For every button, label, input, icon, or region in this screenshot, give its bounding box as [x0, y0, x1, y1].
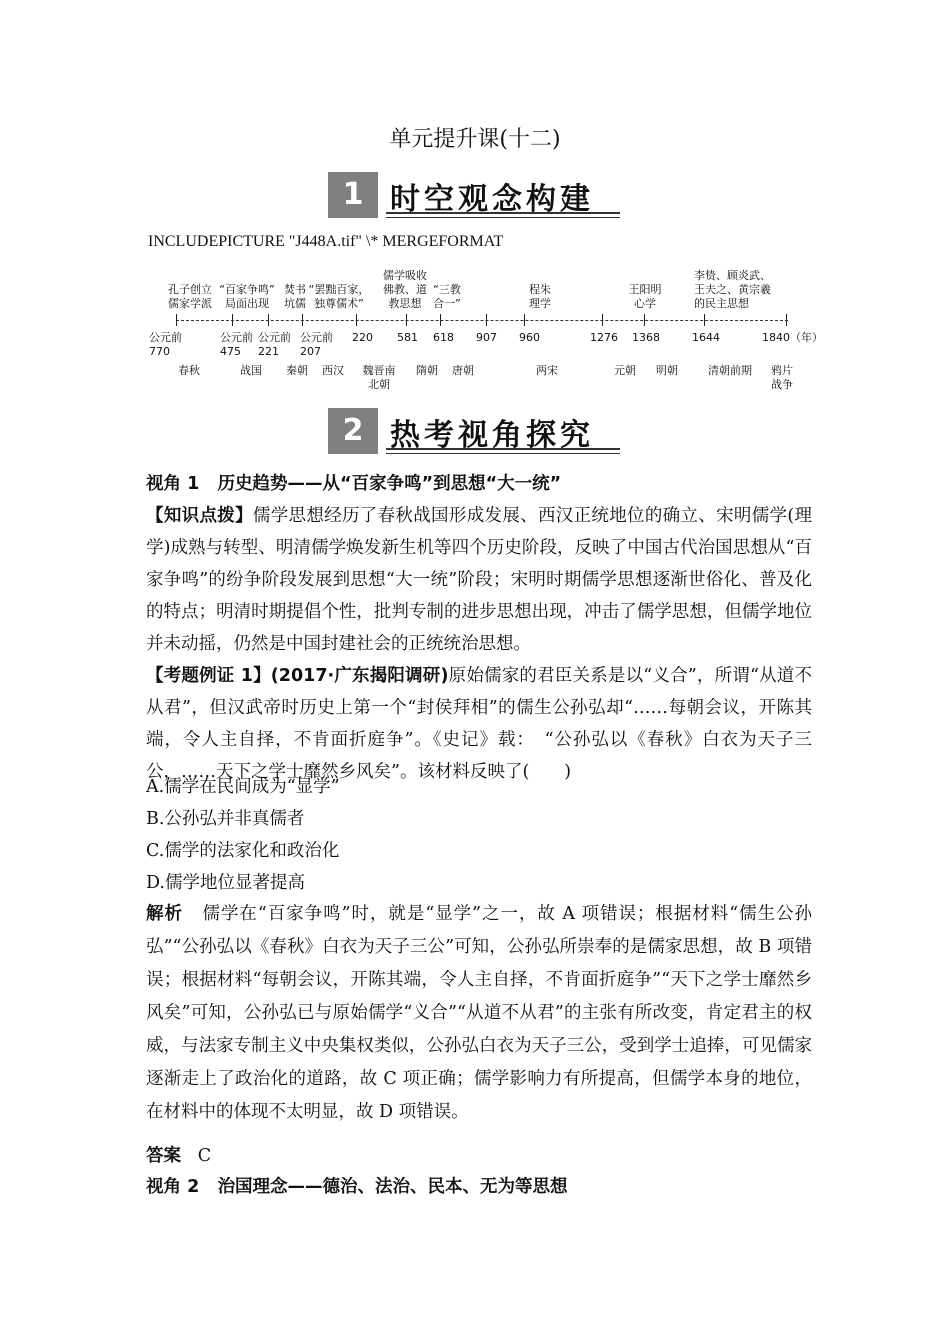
timeline-event: “百家争鸣” 局面出现 [219, 283, 275, 310]
timeline-dynasty: 明朝 [656, 364, 678, 377]
timeline-dynasty: 清朝前期 [708, 364, 752, 377]
option-b: B.公孙弘并非真儒者 [146, 809, 305, 829]
section-number: 1 [328, 172, 378, 218]
timeline-year: 公元前 207 [300, 331, 333, 358]
option-c: C.儒学的法家化和政治化 [146, 841, 340, 861]
timeline-dynasty: 战国 [240, 364, 262, 377]
example-source: (2017·广东揭阳调研) [270, 666, 449, 686]
timeline-dynasty: 鸦片 战争 [771, 364, 793, 391]
analysis-text: 儒学在“百家争鸣”时，就是“显学”之一，故 A 项错误；根据材料“儒生公孙弘”“公孙弘以《春秋》白衣为天子三公”可知，公孙弘所崇奉的是儒家思想，故 B 项错误；根据材料“每朝会议，开陈其端，令人主自择，不肯面折庭争”“天下之学士靡然乡风矣”可知，公孙弘已与原始儒学“义合”“从道不从君”的主张有所改变，肯定君主的权威，与法家专制主义中央集权类似，公孙弘白衣为天子三公，受到学士追捧，可见儒家逐渐走上了政治化的道路，故 C 项正确；儒学影响力有所提高，但儒学本身的地位，在材料中的体现不太明显，故 D 项错误。 [146, 904, 812, 1122]
timeline-year: 1644 [692, 331, 720, 344]
include-picture-field: INCLUDEPICTURE "J448A.tif" \* MERGEFORMAT [148, 233, 504, 250]
timeline-event: 王阳明 心学 [628, 283, 662, 310]
section-title: 时空观念构建 [390, 182, 594, 217]
timeline-dynasty: 元朝 [614, 364, 636, 377]
section-banner-1 [328, 172, 620, 220]
angle-2-heading [146, 1173, 568, 1198]
answer-label: 答案 [146, 1146, 181, 1166]
page-title: 单元提升课(十二) [389, 127, 561, 152]
timeline-year: 公元前 475 [220, 331, 253, 358]
timeline-dynasty: 西汉 [322, 364, 344, 377]
option-d: D.儒学地位显著提高 [146, 873, 305, 893]
timeline-year: 581 [397, 331, 418, 344]
timeline-dynasty: 魏晋南 北朝 [362, 364, 396, 391]
timeline-year: 1276 [590, 331, 618, 344]
timeline-event: 程朱 理学 [529, 283, 551, 310]
timeline-event: 儒学吸收 佛教、道 教思想 [383, 269, 427, 310]
angle-title: 历史趋势——从“百家争鸣”到思想“大一统” [217, 474, 562, 494]
timeline-dynasty: 隋朝 [416, 364, 438, 377]
timeline-year: 907 [476, 331, 497, 344]
angle-label: 视角 2 [146, 1177, 200, 1197]
answer-line [146, 1142, 211, 1167]
timeline-year: 公元前 221 [258, 331, 291, 358]
analysis-label: 解析 [146, 904, 183, 924]
analysis-paragraph [146, 898, 812, 1129]
knowledge-text: 儒学思想经历了春秋战国形成发展、西汉正统地位的确立、宋明儒学(理学)成熟与转型、明清儒学焕发新生机等四个历史阶段，反映了中国古代治国思想从“百家争鸣”的纷争阶段发展到思想“大一统”阶段；宋明时期儒学思想逐渐世俗化、普及化的特点；明清时期提倡个性，批判专制的进步思想出现，冲击了儒学思想，但儒学地位并未动摇，仍然是中国封建社会的正统统治思想。 [146, 506, 813, 654]
timeline-dynasty: 春秋 [178, 364, 200, 377]
example-paragraph [146, 660, 812, 788]
timeline-year: 1840（年） [762, 331, 823, 344]
section-banner-2 [328, 408, 620, 456]
section-number: 2 [328, 408, 378, 454]
timeline-year: 公元前 770 [149, 331, 182, 358]
angle-title: 治国理念——德治、法治、民本、无为等思想 [217, 1177, 568, 1197]
timeline-year: 960 [519, 331, 540, 344]
answer-value: C [197, 1146, 212, 1166]
timeline-dynasty: 唐朝 [452, 364, 474, 377]
knowledge-paragraph [146, 500, 812, 660]
timeline-year: 1368 [632, 331, 660, 344]
timeline-year: 618 [433, 331, 454, 344]
angle-1-heading [146, 470, 561, 495]
section-title: 热考视角探究 [390, 418, 594, 453]
knowledge-tag: 【知识点拨】 [146, 506, 253, 526]
timeline-event: 孔子创立 儒家学派 [168, 283, 212, 310]
timeline-dynasty: 秦朝 [286, 364, 308, 377]
timeline-event: 焚书 坑儒 [284, 283, 306, 310]
option-a: A.儒学在民间成为“显学” [146, 777, 340, 797]
example-tag: 【考题例证 1】 [146, 666, 271, 686]
timeline-event: “罢黜百家， 独尊儒术” [308, 283, 370, 310]
timeline-year: 220 [352, 331, 373, 344]
angle-label: 视角 1 [146, 474, 200, 494]
timeline-dynasty: 两宋 [536, 364, 558, 377]
example-text: 原始儒家的君臣关系是以“义合”，所谓“从道不从君”，但汉武帝时历史上第一个“封侯拜相”的儒生公孙弘却“……每朝会议，开陈其端，令人主自择，不肯面折庭争”。《史记》载： “公孙弘以《春秋》白衣为天子三公，……天下之学士靡然乡风矣”。该材料反映了( ) [146, 666, 812, 782]
timeline-event: “三教 合一” [433, 283, 461, 310]
timeline-event: 李贽、顾炎武、 王夫之、黄宗羲 的民主思想 [694, 269, 771, 310]
